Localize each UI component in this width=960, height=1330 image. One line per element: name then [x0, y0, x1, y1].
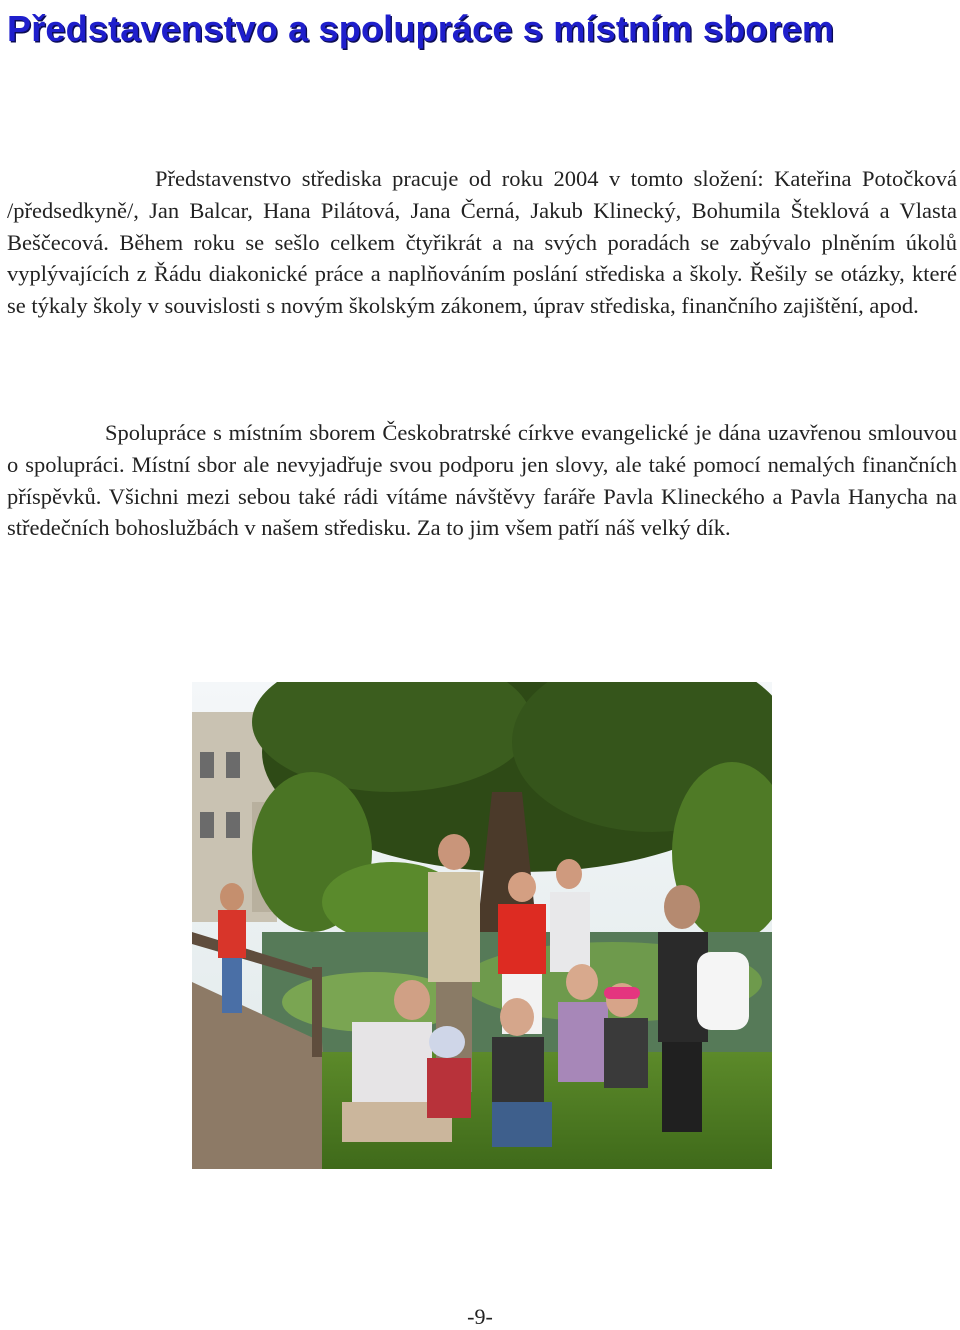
page-heading: Představenstvo a spolupráce s místním sborem [7, 8, 835, 49]
page-number: -9- [467, 1304, 493, 1329]
group-photo [192, 682, 772, 1169]
paragraph-board: Představenstvo střediska pracuje od roku 2004 v tomto složení: Kateřina Potočková /předsedkyně/, Jan Balcar, Hana Pilátová, Jana Černá, Jakub Klinecký, Bohumila Šteklová a Vlasta Beščecová. Během roku se sešlo celkem čtyřikrát a na svých poradách se zabývalo plněním úkolů vyplývajících z Řádu diakonické práce a naplňováním poslání střediska a školy. Řešily se otázky, které se týkaly školy v souvislosti s novým školským zákonem, úprav střediska, finančního zajištění, apod. [7, 166, 957, 319]
paragraph-cooperation: Spolupráce s místním sborem Českobratrské církve evangelické je dána uzavřenou smlouvou o spolupráci. Místní sbor ale nevyjadřuje svou podporu jen slovy, ale také pomocí nemalých finančních příspěvků. Všichni mezi sebou také rádi vítáme návštěvy faráře Pavla Klineckého a Pavla Hanycha na středečních bohoslužbách v našem středisku. Za to jim všem patří náš velký dík. [7, 420, 957, 541]
